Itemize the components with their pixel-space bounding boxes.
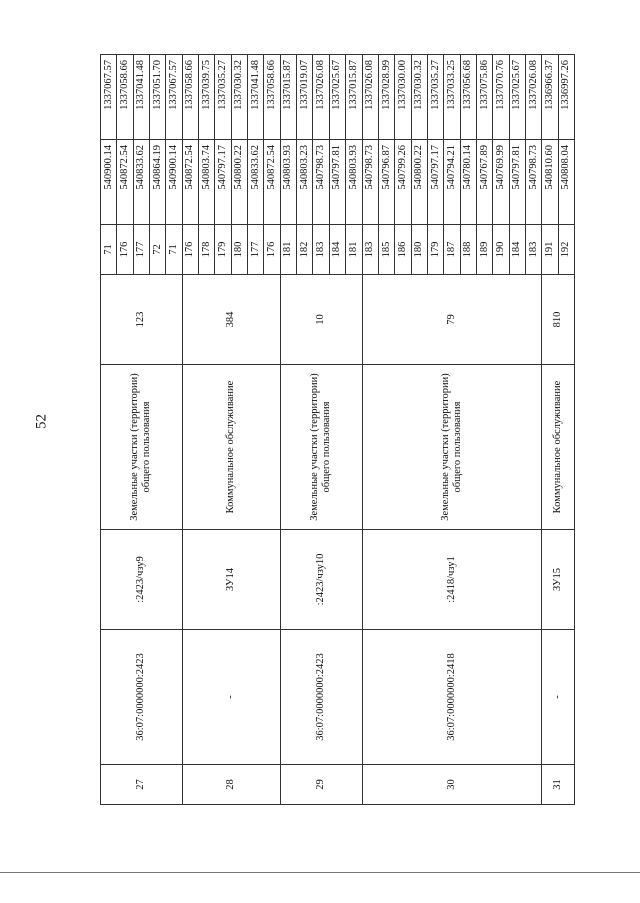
coordinate-y: 1337025.67 xyxy=(509,55,525,140)
coordinate-y: 1337056.68 xyxy=(460,55,476,140)
coordinate-x: 540808.04 xyxy=(558,140,574,225)
point-number: 176 xyxy=(182,225,198,275)
coordinate-x: 540833.62 xyxy=(248,140,264,225)
row-number: 30 xyxy=(362,765,542,805)
coordinate-x: 540900.14 xyxy=(166,140,182,225)
coordinate-x: 540799.26 xyxy=(395,140,411,225)
row-number: 28 xyxy=(182,765,280,805)
coordinate-x: 540803.93 xyxy=(280,140,296,225)
point-number: 181 xyxy=(280,225,296,275)
coordinate-y: 1336997.26 xyxy=(558,55,574,140)
point-number: 190 xyxy=(493,225,509,275)
coordinate-y: 1337075.86 xyxy=(476,55,492,140)
point-number: 180 xyxy=(231,225,247,275)
coordinate-x: 540872.54 xyxy=(182,140,198,225)
cadastral-number: 36:07:0000000:2423 xyxy=(101,630,183,765)
cadastral-number: 36:07:0000000:2423 xyxy=(280,630,362,765)
point-number: 182 xyxy=(297,225,313,275)
coordinate-y: 1337039.75 xyxy=(199,55,215,140)
point-number: 179 xyxy=(427,225,443,275)
coordinate-x: 540900.14 xyxy=(101,140,117,225)
coordinate-x: 540780.14 xyxy=(460,140,476,225)
cadastral-number: - xyxy=(542,630,575,765)
point-number: 186 xyxy=(395,225,411,275)
coordinate-y: 1337015.87 xyxy=(346,55,362,140)
area-value: 79 xyxy=(362,275,542,365)
coordinate-x: 540864.19 xyxy=(150,140,166,225)
coordinate-y: 1337025.67 xyxy=(329,55,345,140)
table-body xyxy=(101,55,575,805)
coordinate-y: 1337019.07 xyxy=(297,55,313,140)
point-number: 179 xyxy=(215,225,231,275)
land-plot-table xyxy=(100,54,575,805)
coordinate-x: 540803.74 xyxy=(199,140,215,225)
point-number: 183 xyxy=(362,225,378,275)
coordinate-x: 540798.73 xyxy=(362,140,378,225)
bottom-rule xyxy=(0,872,640,873)
cadastral-number: - xyxy=(182,630,280,765)
point-number: 72 xyxy=(150,225,166,275)
permitted-use: Земельные участки (территории) общего пользования xyxy=(101,365,183,530)
permitted-use: Земельные участки (территории) общего пользования xyxy=(280,365,362,530)
point-number: 176 xyxy=(117,225,133,275)
table-row xyxy=(182,55,198,805)
table-row xyxy=(280,55,296,805)
coordinate-x: 540872.54 xyxy=(264,140,280,225)
point-number: 181 xyxy=(346,225,362,275)
area-value: 123 xyxy=(101,275,183,365)
permitted-use: Коммунальное обслуживание xyxy=(182,365,280,530)
coordinate-x: 540798.73 xyxy=(313,140,329,225)
coordinate-y: 1337035.27 xyxy=(427,55,443,140)
coordinate-y: 1337067.57 xyxy=(166,55,182,140)
plot-designation: :2418/чзу1 xyxy=(362,530,542,630)
point-number: 183 xyxy=(313,225,329,275)
coordinate-y: 1337058.66 xyxy=(264,55,280,140)
coordinate-x: 540810.60 xyxy=(542,140,558,225)
point-number: 187 xyxy=(444,225,460,275)
point-number: 184 xyxy=(329,225,345,275)
coordinate-y: 1337030.00 xyxy=(395,55,411,140)
table-row xyxy=(542,55,558,805)
point-number: 178 xyxy=(199,225,215,275)
point-number: 177 xyxy=(248,225,264,275)
point-number: 71 xyxy=(101,225,117,275)
plot-designation: ЗУ14 xyxy=(182,530,280,630)
row-number: 29 xyxy=(280,765,362,805)
coordinate-y: 1337067.57 xyxy=(101,55,117,140)
land-plot-table-container xyxy=(100,55,575,805)
coordinate-x: 540803.23 xyxy=(297,140,313,225)
coordinate-x: 540803.93 xyxy=(346,140,362,225)
coordinate-x: 540800.22 xyxy=(231,140,247,225)
coordinate-x: 540797.17 xyxy=(427,140,443,225)
coordinate-y: 1337058.66 xyxy=(182,55,198,140)
coordinate-y: 1337015.87 xyxy=(280,55,296,140)
coordinate-y: 1337033.25 xyxy=(444,55,460,140)
point-number: 71 xyxy=(166,225,182,275)
coordinate-y: 1337028.99 xyxy=(378,55,394,140)
coordinate-x: 540797.81 xyxy=(509,140,525,225)
coordinate-x: 540767.89 xyxy=(476,140,492,225)
coordinate-x: 540800.22 xyxy=(411,140,427,225)
coordinate-x: 540798.73 xyxy=(525,140,541,225)
coordinate-x: 540794.21 xyxy=(444,140,460,225)
point-number: 183 xyxy=(525,225,541,275)
area-value: 810 xyxy=(542,275,575,365)
coordinate-y: 1336966.37 xyxy=(542,55,558,140)
coordinate-y: 1337041.48 xyxy=(133,55,149,140)
coordinate-x: 540833.62 xyxy=(133,140,149,225)
coordinate-y: 1337035.27 xyxy=(215,55,231,140)
point-number: 177 xyxy=(133,225,149,275)
coordinate-y: 1337041.48 xyxy=(248,55,264,140)
area-value: 384 xyxy=(182,275,280,365)
permitted-use: Земельные участки (территории) общего пользования xyxy=(362,365,542,530)
coordinate-x: 540797.81 xyxy=(329,140,345,225)
coordinate-x: 540769.99 xyxy=(493,140,509,225)
point-number: 184 xyxy=(509,225,525,275)
point-number: 188 xyxy=(460,225,476,275)
point-number: 180 xyxy=(411,225,427,275)
plot-designation: :2423/чзу9 xyxy=(101,530,183,630)
point-number: 191 xyxy=(542,225,558,275)
coordinate-x: 540796.87 xyxy=(378,140,394,225)
plot-designation: ЗУ15 xyxy=(542,530,575,630)
plot-designation: :2423/чзу10 xyxy=(280,530,362,630)
point-number: 176 xyxy=(264,225,280,275)
permitted-use: Коммунальное обслуживание xyxy=(542,365,575,530)
page-number: 52 xyxy=(33,414,50,429)
coordinate-y: 1337051.70 xyxy=(150,55,166,140)
table-row xyxy=(101,55,117,805)
coordinate-x: 540797.17 xyxy=(215,140,231,225)
coordinate-y: 1337026.08 xyxy=(313,55,329,140)
coordinate-x: 540872.54 xyxy=(117,140,133,225)
coordinate-y: 1337026.08 xyxy=(362,55,378,140)
cadastral-number: 36:07:0000000:2418 xyxy=(362,630,542,765)
table-row xyxy=(362,55,378,805)
point-number: 189 xyxy=(476,225,492,275)
row-number: 31 xyxy=(542,765,575,805)
point-number: 192 xyxy=(558,225,574,275)
coordinate-y: 1337026.08 xyxy=(525,55,541,140)
coordinate-y: 1337030.32 xyxy=(231,55,247,140)
area-value: 10 xyxy=(280,275,362,365)
coordinate-y: 1337058.66 xyxy=(117,55,133,140)
coordinate-y: 1337030.32 xyxy=(411,55,427,140)
point-number: 185 xyxy=(378,225,394,275)
row-number: 27 xyxy=(101,765,183,805)
coordinate-y: 1337070.76 xyxy=(493,55,509,140)
